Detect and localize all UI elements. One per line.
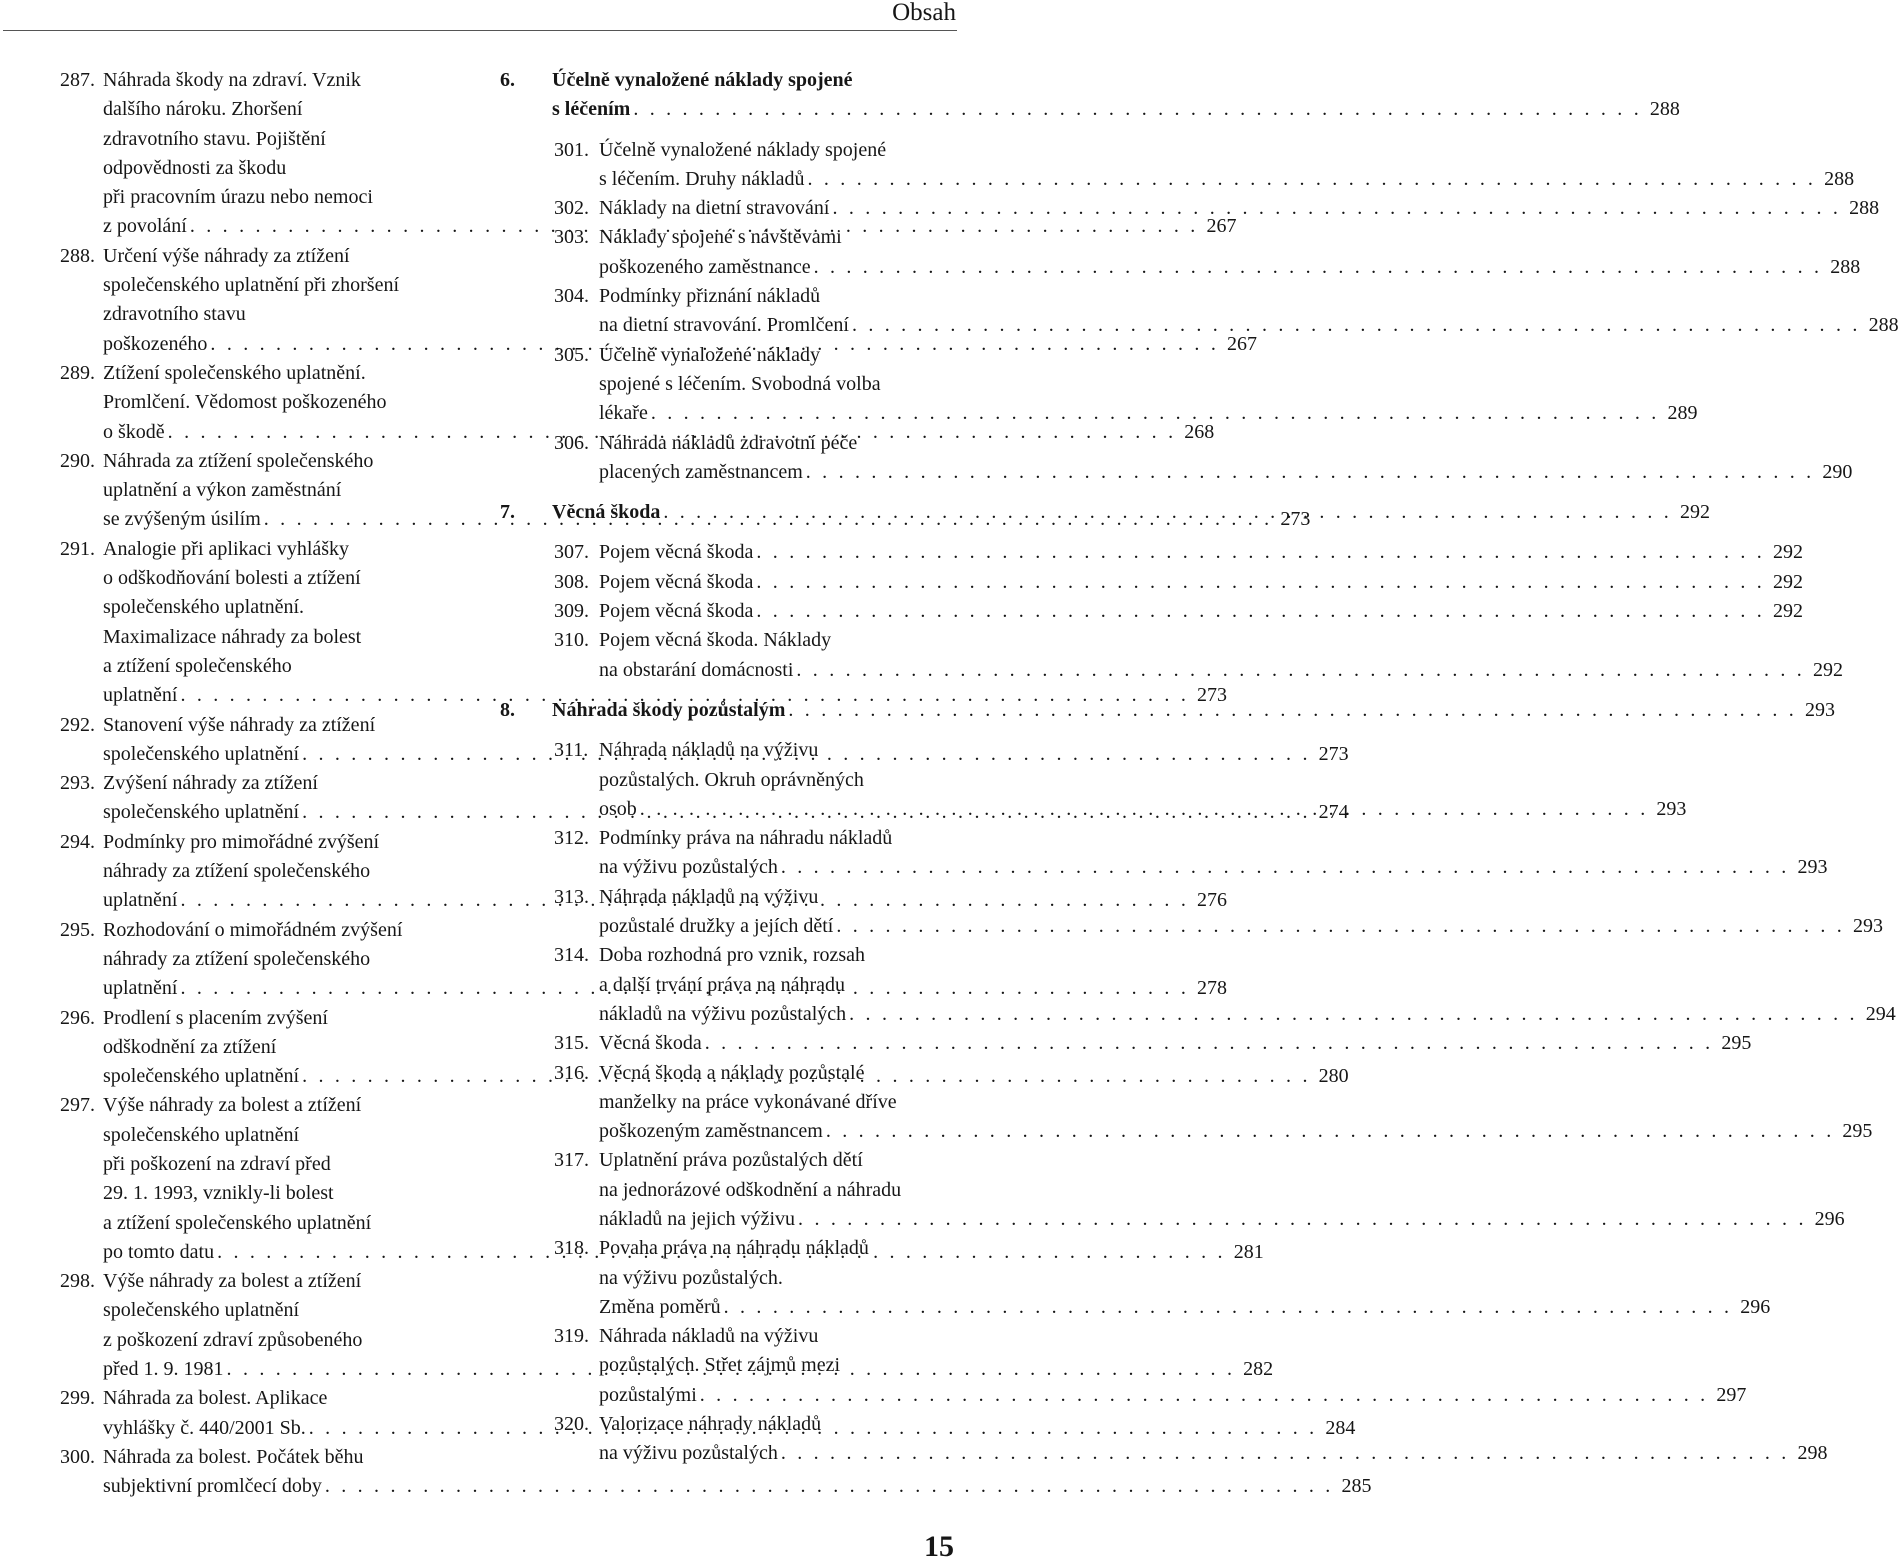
entry-title: Ztížení společenského uplatnění. [103, 361, 366, 384]
toc-line [60, 359, 461, 388]
entry-title: Pojem věcná škoda [599, 600, 754, 623]
toc-line [60, 535, 461, 564]
entry-page-number: 290 [1822, 460, 1853, 483]
toc-line [500, 568, 1804, 597]
entry-title: Výše náhrady za bolest a ztížení [103, 1270, 362, 1293]
entry-title: nákladů na výživu pozůstalých [599, 1002, 847, 1025]
toc-line [60, 1033, 461, 1062]
dot-leader [660, 498, 1674, 527]
entry-title: Doba rozhodná pro vznik, rozsah [599, 944, 866, 967]
entry-title: zdravotního stavu. Pojištění [103, 127, 326, 150]
toc-entry[interactable] [500, 626, 1844, 685]
entry-number: 311. [554, 739, 589, 762]
toc-line [60, 125, 461, 154]
entry-title: Věcná škoda [599, 1032, 702, 1055]
entry-page-number: 289 [1667, 402, 1698, 425]
entry-title: náhrady za ztížení společenského [103, 947, 371, 970]
toc-line [60, 388, 461, 417]
toc-line [500, 399, 1698, 428]
entry-title: a ztížení společenského [103, 654, 292, 677]
entry-page-number: 274 [1318, 801, 1349, 824]
toc-line [60, 1179, 461, 1208]
toc-line [500, 341, 956, 370]
dot-leader [793, 656, 1807, 685]
toc-line [60, 711, 461, 740]
entry-title: společenského uplatnění [103, 1299, 300, 1322]
entry-title: Pojem věcná škoda. Náklady [599, 629, 832, 652]
toc-line [500, 223, 956, 252]
entry-number: 292. [60, 713, 95, 736]
entry-title: Výše náhrady za bolest a ztížení [103, 1094, 362, 1117]
dot-leader [785, 696, 1799, 725]
entry-title: po tomto datu [103, 1240, 215, 1263]
entry-page-number: 288 [1849, 197, 1880, 220]
entry-title: Věcná škoda [552, 501, 661, 524]
entry-title: uplatnění a výkon zaměstnání [103, 479, 342, 502]
toc-line [60, 1091, 461, 1120]
toc-line [500, 1381, 1747, 1410]
entry-page-number: 292 [1773, 600, 1804, 623]
toc-line [60, 593, 461, 622]
toc-line [500, 1000, 1896, 1029]
entry-title: Účelně vynaložené náklady spojené [552, 69, 853, 91]
entry-title: pozůstalé družky a jejích dětí [599, 915, 834, 938]
entry-title: Zvýšení náhrady za ztížení [103, 772, 318, 795]
entry-title: pozůstalými [599, 1383, 697, 1406]
toc-line [60, 183, 461, 212]
toc-line [500, 626, 956, 655]
toc-line [500, 165, 1855, 194]
toc-line [500, 941, 956, 970]
toc-line [500, 1146, 956, 1175]
entry-title: uplatnění [103, 684, 178, 707]
entry-number: 315. [554, 1032, 589, 1055]
entry-title: pozůstalých. Okruh oprávněných [599, 768, 864, 791]
entry-title: Náhrada nákladů na výživu [599, 739, 819, 762]
entry-number: 300. [60, 1445, 95, 1468]
entry-title: poškozeným zaměstnancem [599, 1120, 823, 1143]
toc-line [60, 623, 461, 652]
entry-number: 314. [554, 944, 589, 967]
entry-number: 304. [554, 285, 589, 308]
entry-page-number: 267 [1206, 215, 1237, 238]
entry-page-number: 288 [1824, 167, 1855, 190]
toc-entry[interactable] [500, 538, 1804, 567]
entry-title: uplatnění [103, 889, 178, 912]
toc-line [500, 66, 956, 95]
toc-line [500, 253, 1861, 282]
entry-title: při poškození na zdraví před [103, 1152, 331, 1175]
chapter-number: 8. [500, 698, 515, 721]
toc-line [500, 1351, 956, 1380]
entry-title: při pracovním úrazu nebo nemoci [103, 186, 373, 209]
entry-title: dalšího nároku. Zhoršení [103, 98, 303, 121]
entry-number: 303. [554, 226, 589, 249]
entry-title: o škodě [103, 420, 165, 443]
entry-number: 295. [60, 918, 95, 941]
entry-title: na výživu pozůstalých [599, 856, 778, 879]
entry-title: společenského uplatnění [103, 801, 300, 824]
toc-entry[interactable] [500, 194, 1880, 223]
entry-page-number: 280 [1318, 1065, 1349, 1088]
entry-title: Promlčení. Vědomost poškozeného [103, 391, 387, 414]
toc-line [500, 853, 1828, 882]
entry-page-number: 293 [1805, 698, 1835, 721]
dot-leader [630, 95, 1644, 124]
toc-line [500, 1059, 956, 1088]
dot-leader [823, 1117, 1837, 1146]
entry-number: 308. [554, 570, 589, 593]
entry-title: Pojem věcná škoda [599, 541, 754, 564]
entry-page-number: 298 [1797, 1442, 1828, 1465]
dot-leader [833, 912, 1847, 941]
entry-number: 289. [60, 361, 95, 384]
entry-title: před 1. 9. 1981 [103, 1358, 224, 1381]
toc-line [500, 538, 1804, 567]
entry-title: na výživu pozůstalých [599, 1442, 778, 1465]
toc-line [60, 945, 461, 974]
entry-page-number: 278 [1197, 977, 1228, 1000]
toc-line [500, 971, 956, 1000]
entry-title: spojené s léčením. Svobodná volba [599, 372, 881, 395]
toc-line [60, 857, 461, 886]
chapter-number: 6. [500, 69, 515, 91]
toc-line [500, 136, 956, 165]
toc-line [60, 1209, 461, 1238]
dot-leader [697, 1381, 1711, 1410]
dot-leader [702, 1029, 1716, 1058]
dot-leader [778, 1439, 1792, 1468]
entry-number: 309. [554, 600, 589, 623]
entry-title: na obstarání domácnosti [599, 658, 794, 681]
entry-page-number: 295 [1721, 1032, 1752, 1055]
entry-title: společenského uplatnění [103, 1065, 300, 1088]
entry-page-number: 297 [1716, 1383, 1747, 1406]
entry-title: náhrady za ztížení společenského [103, 860, 371, 883]
entry-number: 307. [554, 541, 589, 564]
toc-line [500, 370, 956, 399]
toc-line [500, 1205, 1845, 1234]
toc-line [500, 1117, 1873, 1146]
entry-title: lékaře [599, 402, 648, 425]
entry-title: Náklady na dietní stravování [599, 197, 830, 220]
toc-line [500, 766, 956, 795]
dot-leader [778, 853, 1792, 882]
entry-page-number: 282 [1243, 1358, 1274, 1381]
toc-line [500, 1293, 1771, 1322]
toc-line [60, 1267, 461, 1296]
entry-number: 320. [554, 1413, 589, 1436]
entry-number: 306. [554, 431, 589, 454]
dot-leader [753, 538, 1767, 567]
toc-line [60, 916, 461, 945]
toc-line [500, 1410, 956, 1439]
dot-leader [811, 253, 1825, 282]
entry-title: se zvýšeným úsilím [103, 508, 261, 531]
entry-title: 29. 1. 1993, vznikly-li bolest [103, 1182, 334, 1205]
entry-page-number: 293 [1852, 915, 1883, 938]
entry-page-number: 285 [1341, 1475, 1372, 1498]
dot-leader [721, 1293, 1735, 1322]
entry-number: 302. [554, 197, 589, 220]
entry-page-number: 292 [1813, 658, 1844, 681]
entry-title: Náhrada nákladů na výživu [599, 885, 819, 908]
toc-line [500, 1264, 956, 1293]
entry-title: a ztížení společenského uplatnění [103, 1211, 372, 1234]
entry-number: 319. [554, 1325, 589, 1348]
toc-entry[interactable] [500, 824, 1828, 883]
entry-title: pozůstalých. Střet zájmů mezi [599, 1354, 841, 1377]
toc-line [60, 1326, 461, 1355]
toc-line [500, 311, 1899, 340]
entry-number: 291. [60, 537, 95, 560]
entry-title: společenského uplatnění [103, 1123, 300, 1146]
toc-line [500, 95, 1680, 124]
toc-entry[interactable] [500, 136, 1855, 195]
entry-number: 299. [60, 1387, 95, 1410]
entry-page-number: 273 [1280, 508, 1311, 531]
toc-entry[interactable] [500, 1029, 1752, 1058]
entry-page-number: 288 [1830, 255, 1861, 278]
entry-number: 296. [60, 1006, 95, 1029]
entry-title: Účelně vynaložené náklady [599, 343, 821, 366]
toc-line [500, 1234, 956, 1263]
toc-line [60, 95, 461, 124]
toc-line [500, 1439, 1828, 1468]
entry-page-number: 281 [1233, 1240, 1264, 1263]
entry-title: Uplatnění práva pozůstalých dětí [599, 1149, 863, 1172]
entry-number: 313. [554, 885, 589, 908]
toc-line [60, 447, 461, 476]
toc-line [60, 564, 461, 593]
toc-line [500, 736, 956, 765]
toc-line [60, 828, 461, 857]
entry-title: s léčením. Druhy nákladů [599, 167, 805, 190]
page-number: 15 [924, 1530, 954, 1563]
entry-number: 318. [554, 1237, 589, 1260]
entry-title: Povaha práva na náhradu nákladů [599, 1237, 869, 1260]
entry-title: na dietní stravování. Promlčení [599, 314, 849, 337]
toc-line [60, 1384, 461, 1413]
entry-page-number: 296 [1814, 1207, 1845, 1230]
entry-title: Určení výše náhrady za ztížení [103, 244, 350, 267]
dot-leader [637, 795, 1651, 824]
entry-number: 317. [554, 1149, 589, 1172]
entry-number: 312. [554, 827, 589, 850]
entry-title: Podmínky práva na náhradu nákladů [599, 827, 893, 850]
entry-title: Náhrada za bolest. Aplikace [103, 1387, 328, 1410]
toc-entry[interactable] [500, 282, 1899, 341]
toc-entry[interactable] [500, 568, 1804, 597]
entry-number: 310. [554, 629, 589, 652]
entry-title: Změna poměrů [599, 1295, 721, 1318]
dot-leader [648, 399, 1662, 428]
toc-line [60, 66, 461, 95]
entry-title: poškozeného [103, 332, 208, 355]
toc-line [500, 656, 1844, 685]
entry-title: společenského uplatnění. [103, 596, 305, 619]
dot-leader [805, 165, 1819, 194]
entry-number: 294. [60, 830, 95, 853]
entry-title: nákladů na jejich výživu [599, 1207, 796, 1230]
entry-title: společenského uplatnění [103, 742, 300, 765]
entry-title: Pojem věcná škoda [599, 570, 754, 593]
entry-number: 297. [60, 1094, 95, 1117]
entry-number: 316. [554, 1061, 589, 1084]
toc-entry[interactable] [500, 597, 1804, 626]
entry-page-number: 288 [1649, 98, 1680, 121]
dot-leader [795, 1205, 1809, 1234]
entry-page-number: 284 [1325, 1416, 1356, 1439]
entry-title: na jednorázové odškodnění a náhradu [599, 1178, 902, 1201]
entry-number: 287. [60, 69, 95, 91]
entry-title: placených zaměstnancem [599, 460, 803, 483]
entry-title: Valorizace náhrady nákladů [599, 1413, 822, 1436]
page-header-title: Obsah [892, 0, 956, 26]
entry-title: společenského uplatnění při zhoršení [103, 274, 400, 297]
dot-leader [849, 311, 1863, 340]
toc-line [60, 242, 461, 271]
entry-title: Podmínky pro mimořádné zvýšení [103, 830, 380, 853]
entry-title: o odškodňování bolesti a ztížení [103, 567, 361, 590]
entry-page-number: 268 [1184, 420, 1215, 443]
toc-line [60, 154, 461, 183]
entry-page-number: 296 [1740, 1295, 1771, 1318]
toc-line [60, 769, 461, 798]
entry-title: Prodlení s placením zvýšení [103, 1006, 328, 1029]
entry-title: Rozhodování o mimořádném zvýšení [103, 918, 403, 941]
toc-chapter[interactable] [500, 696, 1835, 725]
entry-title: s léčením [552, 98, 631, 121]
entry-title: Náhrada za bolest. Počátek běhu [103, 1445, 364, 1468]
toc-line [500, 194, 1880, 223]
entry-page-number: 292 [1773, 541, 1804, 564]
entry-page-number: 293 [1656, 797, 1687, 820]
entry-page-number: 294 [1865, 1002, 1896, 1025]
entry-title: Podmínky přiznání nákladů [599, 285, 821, 308]
entry-title: subjektivní promlčecí doby [103, 1475, 322, 1498]
toc-line [60, 1296, 461, 1325]
entry-title: Účelně vynaložené náklady spojené [599, 138, 887, 161]
entry-page-number: 267 [1227, 332, 1258, 355]
dot-leader [846, 1000, 1860, 1029]
entry-number: 298. [60, 1270, 95, 1293]
entry-number: 305. [554, 343, 589, 366]
toc-line [500, 429, 956, 458]
toc-chapter[interactable] [500, 66, 1680, 125]
dot-leader [830, 194, 1844, 223]
toc-line [500, 883, 956, 912]
toc-line [500, 1322, 956, 1351]
dot-leader [322, 1472, 1336, 1501]
entry-number: 301. [554, 138, 589, 161]
entry-title: vyhlášky č. 440/2001 Sb. [103, 1416, 306, 1439]
entry-title: Náklady spojené s návštěvami [599, 226, 842, 249]
entry-title: Náhrada za ztížení společenského [103, 449, 374, 472]
entry-title: manželky na práce vykonávané dříve [599, 1090, 897, 1113]
toc-line [60, 1004, 461, 1033]
toc-line [60, 1472, 1372, 1501]
entry-title: Maximalizace náhrady za bolest [103, 625, 362, 648]
entry-title: zdravotního stavu [103, 303, 246, 326]
toc-line [60, 1443, 461, 1472]
toc-line [500, 912, 1883, 941]
entry-number: 293. [60, 772, 95, 795]
toc-line [500, 1176, 956, 1205]
entry-page-number: 273 [1197, 684, 1228, 707]
toc-line [500, 824, 956, 853]
entry-number: 290. [60, 449, 95, 472]
entry-number: 288. [60, 244, 95, 267]
entry-page-number: 288 [1868, 314, 1899, 337]
entry-title: z poškození zdraví způsobeného [103, 1328, 363, 1351]
entry-page-number: 293 [1797, 856, 1828, 879]
dot-leader [753, 568, 1767, 597]
toc-line [500, 696, 1835, 725]
entry-title: a další trvání práva na náhradu [599, 973, 846, 996]
entry-page-number: 276 [1197, 889, 1228, 912]
entry-page-number: 292 [1679, 501, 1710, 524]
entry-title: poškozeného zaměstnance [599, 255, 811, 278]
entry-title: odpovědnosti za škodu [103, 156, 287, 179]
header-rule [3, 30, 957, 31]
entry-title: z povolání [103, 215, 187, 238]
dot-leader [753, 597, 1767, 626]
dot-leader [803, 458, 1817, 487]
toc-line [60, 1150, 461, 1179]
entry-title: na výživu pozůstalých. [599, 1266, 783, 1289]
toc-line [500, 597, 1804, 626]
entry-title: odškodnění za ztížení [103, 1035, 277, 1058]
entry-page-number: 273 [1318, 742, 1349, 765]
toc-entry[interactable] [500, 1146, 1845, 1234]
toc-line [60, 652, 461, 681]
entry-page-number: 295 [1842, 1120, 1873, 1143]
entry-title: Náhrada škody pozůstalým [552, 698, 786, 721]
toc-line [60, 476, 461, 505]
entry-title: Náhrada nákladů na výživu [599, 1325, 819, 1348]
entry-title: Analogie při aplikaci vyhlášky [103, 537, 350, 560]
chapter-number: 7. [500, 501, 515, 524]
toc-line [500, 458, 1853, 487]
toc-line [60, 271, 461, 300]
entry-title: Stanovení výše náhrady za ztížení [103, 713, 376, 736]
toc-line [500, 1029, 1752, 1058]
entry-page-number: 292 [1773, 570, 1804, 593]
entry-title: uplatnění [103, 977, 178, 1000]
toc-line [60, 300, 461, 329]
entry-title: Věcná škoda a náklady pozůstalé [599, 1061, 865, 1084]
entry-title: osob [599, 797, 637, 820]
entry-title: Náhrada nákladů zdravotní péče [599, 431, 858, 454]
entry-title: Náhrada škody na zdraví. Vznik [103, 69, 361, 91]
toc-line [500, 1088, 956, 1117]
toc-line [500, 282, 956, 311]
toc-line [60, 1121, 461, 1150]
